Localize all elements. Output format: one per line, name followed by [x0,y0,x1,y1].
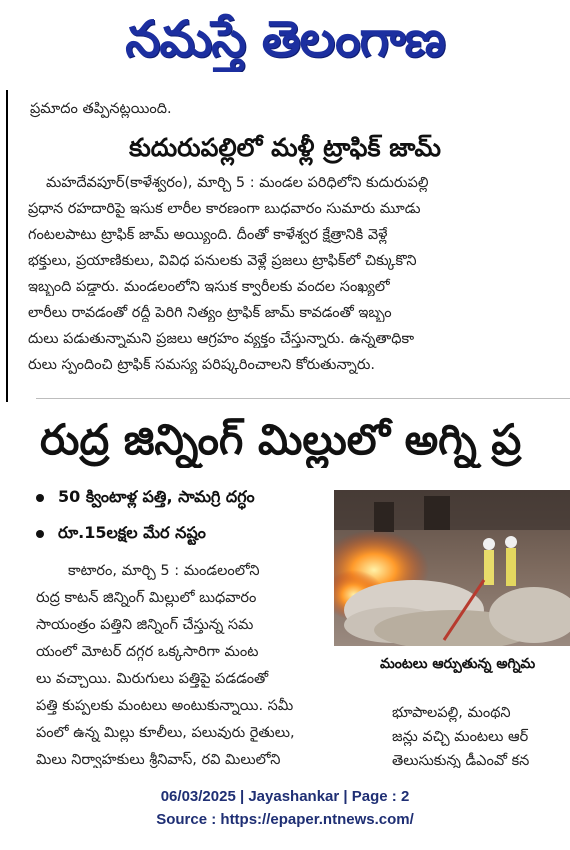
intro-tail-text: ప్రమాదం తప్పినట్లయింది. [30,101,172,117]
body-line: గంటలపాటు ట్రాఫిక్ జామ్ అయ్యింది. దీంతో కాళేశ్వర క్షేత్రానికి వెళ్లే [28,227,388,243]
bullet-text: రూ.15లక్షల మేర నష్టం [58,523,206,542]
bullet-point [36,520,336,546]
photo-caption: మంటలు ఆర్పుతున్న అగ్నిమ [380,656,536,672]
article-headline-traffic: కుదురుపల్లిలో మళ్లీ ట్రాఫిక్ జామ్ [129,133,441,162]
body-line: భూపాలపల్లి, మంథని [392,705,511,721]
body-line: లు వచ్చాయి. మిరుగులు పత్తిపై పడడంతో [36,671,269,687]
body-line: పంలో ఉన్న మిల్లు కూలీలు, పలువురు రైతులు, [36,725,295,741]
body-line: ఇబ్బంది పడ్డారు. మండలంలోని ఇసుక క్వారీలకు వందల సంఖ్యలో [28,279,390,295]
body-line: కాటారం, మార్చి 5 : మండలంలోని [68,563,260,579]
fire-photo [334,490,570,646]
body-line: తెలుసుకున్న డీఎంవో కన [392,753,530,768]
body-line: రులు స్పందించి ట్రాఫిక్ సమస్య పరిష్కరించాలని కోరుతున్నారు. [28,357,376,373]
bullet-point [36,484,336,510]
masthead [0,0,570,78]
body-line: జన్లు వచ్చి మంటలు ఆర్ [392,729,529,745]
footer-source-link[interactable]: Source : https://epaper.ntnews.com/ [156,811,414,828]
body-line: రుద్ర కాటన్ జిన్నింగ్ మిల్లులో బుధవారం [36,590,257,606]
body-line: యంలో మోటర్ దగ్గర ఒక్కసారిగా మంట [36,644,259,660]
body-line: సాయంత్రం పత్తిని జిన్నింగ్ చేస్తున్న సమ [36,617,254,633]
body-line: పత్తి కుప్పలకు మంటలు అంటుకున్నాయి. సమీ [36,698,294,714]
newspaper-logo: నమస్తే తెలంగాణ [125,10,445,68]
column-divider [6,90,8,402]
bullet-icon [36,494,44,502]
body-line: భక్తులు, ప్రయాణికులు, వివిధ పనులకు వెళ్లే ప్రజలు ట్రాఫిక్‌లో చిక్కుకొని [28,253,417,269]
body-line: లారీలు రావడంతో రద్దీ పెరిగి నిత్యం ట్రాఫిక్ జామ్ కావడంతో ఇబ్బం [28,305,392,321]
body-line: దులు పడుతున్నామని ప్రజలు ఆగ్రహం వ్యక్తం చేస్తున్నారు. ఉన్నతాధికా [28,331,415,347]
bullet-icon [36,530,44,538]
fire-scene-image [334,490,570,646]
body-line: మిలు నిర్వాహకులు శ్రీనివాస్, రవి మిలులోని [36,752,281,768]
footer-date-line: 06/03/2025 | Jayashankar | Page : 2 [160,788,410,805]
body-line: ప్రధాన రహదారిపై ఇసుక లారీల కారణంగా బుధవారం సుమారు మూడు [28,201,421,217]
body-line: మహదేవపూర్(కాళేశ్వరం), మార్చి 5 : మండల పరిధిలోని కుదురుపల్లి [46,175,429,191]
article-headline-fire: రుద్ర జిన్నింగ్ మిల్లులో అగ్ని ప్ర [40,415,522,464]
bullet-text: 50 క్వింటాళ్ల పత్తి, సామగ్రి దగ్ధం [58,487,255,506]
section-separator [36,398,570,399]
